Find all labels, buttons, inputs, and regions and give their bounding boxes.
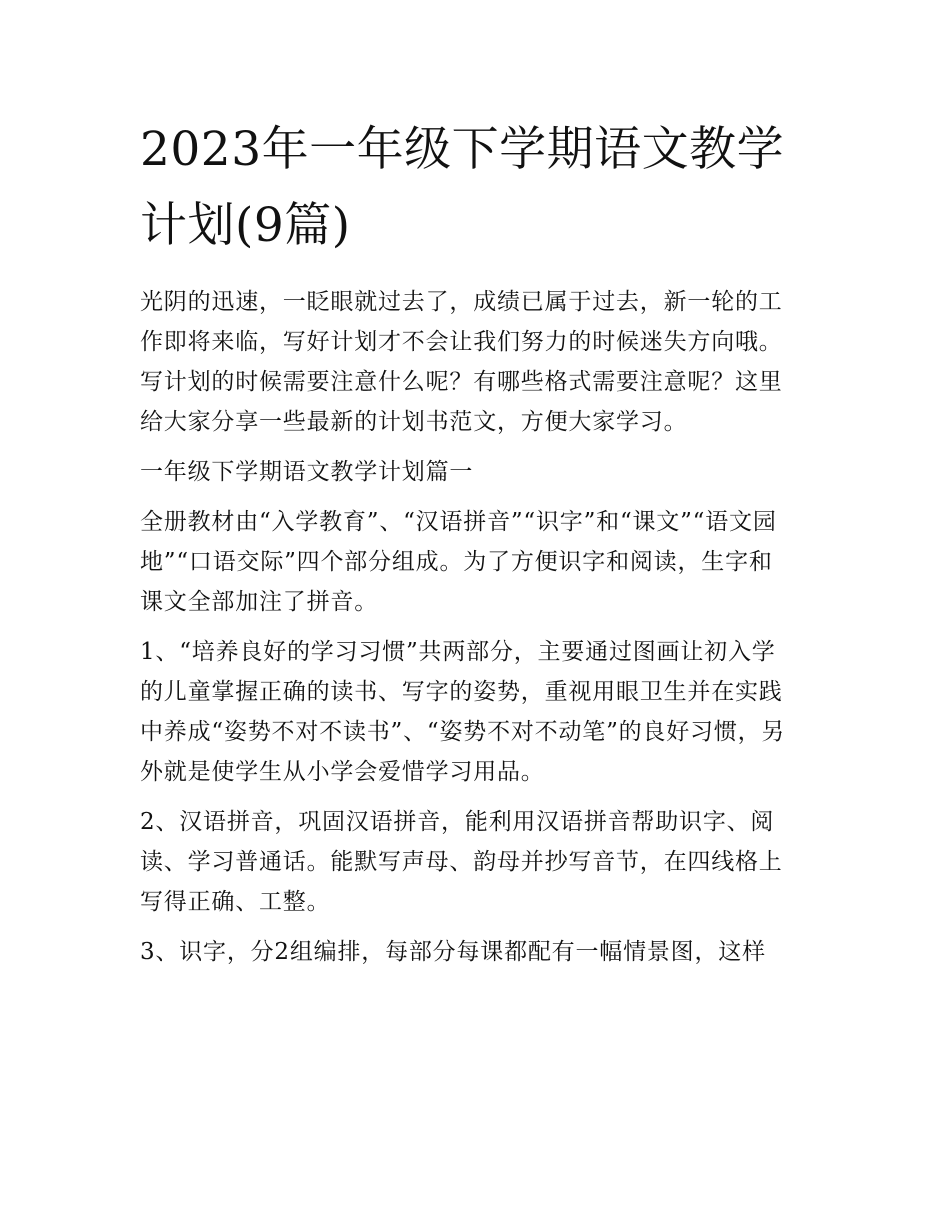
title-line-1: 2023年一年级下学期语文教学 bbox=[140, 122, 785, 177]
intro-line-4: 给大家分享一些最新的计划书范文，方便大家学习。 bbox=[140, 409, 688, 435]
document-title bbox=[140, 112, 820, 264]
title-line-2: 计划(9篇) bbox=[140, 198, 351, 253]
item-1-line-4: 外就是使学生从小学会爱惜学习用品。 bbox=[140, 759, 545, 785]
intro-paragraph bbox=[140, 282, 820, 442]
item-1-line-3: 中养成“姿势不对不读书”、“姿势不对不动笔”的良好习惯，另 bbox=[140, 719, 786, 745]
item-1-line-1: 1、“培养良好的学习习惯”共两部分，主要通过图画让初入学 bbox=[140, 639, 776, 665]
intro-line-1: 光阴的迅速，一眨眼就过去了，成绩已属于过去，新一轮的工 bbox=[140, 289, 783, 315]
item-2-line-3: 写得正确、工整。 bbox=[140, 889, 331, 915]
item-2-paragraph bbox=[140, 802, 820, 922]
intro-line-3: 写计划的时候需要注意什么呢？有哪些格式需要注意呢？这里 bbox=[140, 369, 783, 395]
intro-line-2: 作即将来临，写好计划才不会让我们努力的时候迷失方向哦。 bbox=[140, 329, 783, 355]
overview-line-1: 全册教材由“入学教育”、“汉语拼音”“识字”和“课文”“语文园 bbox=[140, 509, 777, 535]
item-2-line-1: 2、汉语拼音，巩固汉语拼音，能利用汉语拼音帮助识字、阅 bbox=[140, 809, 775, 835]
overview-paragraph bbox=[140, 502, 820, 622]
section-heading bbox=[140, 452, 820, 492]
document-body bbox=[140, 282, 820, 972]
item-2-line-2: 读、学习普通话。能默写声母、韵母并抄写音节，在四线格上 bbox=[140, 849, 783, 875]
document-page bbox=[140, 112, 820, 972]
item-3-paragraph bbox=[140, 932, 820, 972]
section-heading-text: 一年级下学期语文教学计划篇一 bbox=[140, 459, 474, 485]
overview-line-2: 地”“口语交际”四个部分组成。为了方便识字和阅读，生字和 bbox=[140, 549, 773, 575]
item-3-line-1: 3、识字，分2组编排，每部分每课都配有一幅情景图，这样 bbox=[140, 939, 766, 965]
item-1-line-2: 的儿童掌握正确的读书、写字的姿势，重视用眼卫生并在实践 bbox=[140, 679, 783, 705]
item-1-paragraph bbox=[140, 632, 820, 792]
overview-line-3: 课文全部加注了拼音。 bbox=[140, 589, 378, 615]
